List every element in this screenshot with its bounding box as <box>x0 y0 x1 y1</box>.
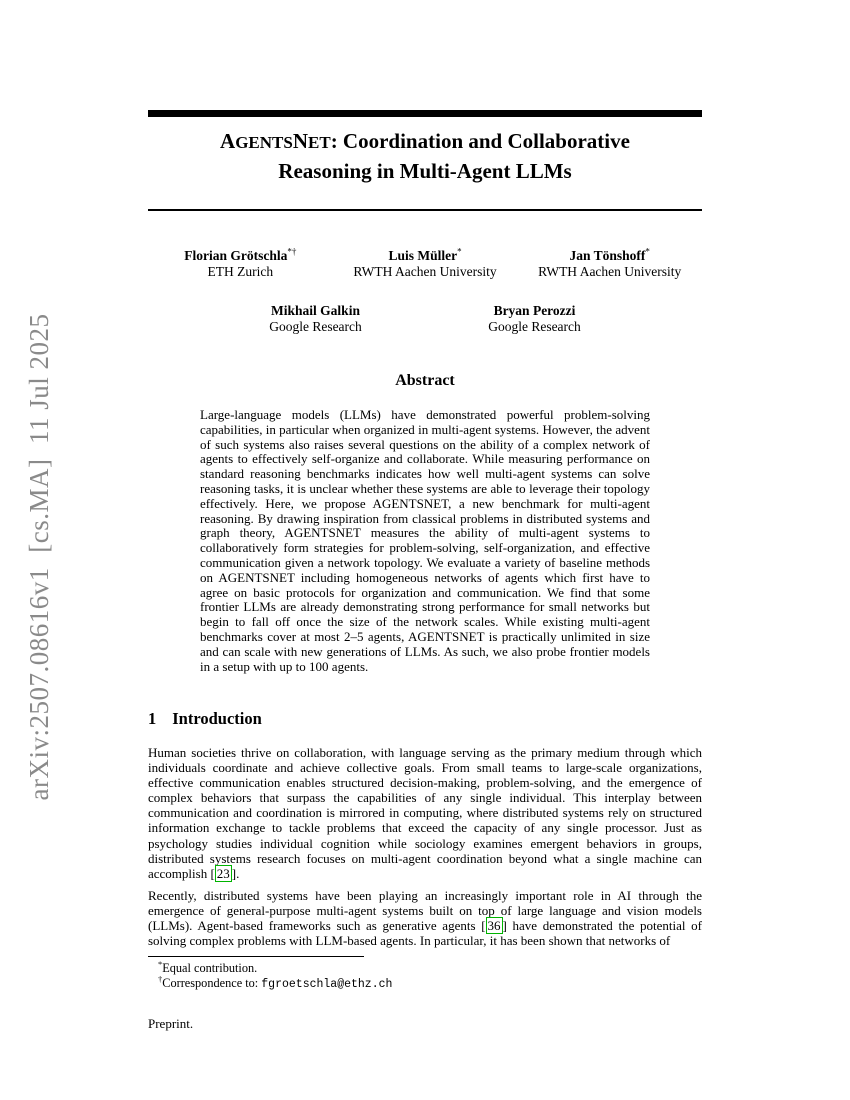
author-affiliation: ETH Zurich <box>207 263 274 279</box>
section-title: Introduction <box>172 709 262 728</box>
author-name: Florian Grötschla*† <box>184 246 297 263</box>
author-name: Mikhail Galkin <box>271 303 360 318</box>
section-heading-introduction <box>148 709 262 729</box>
author-block-row2 <box>148 303 702 334</box>
title-line-2: Reasoning in Multi-Agent LLMs <box>278 159 572 183</box>
title-rest: : Coordination and Collaborative <box>330 129 630 153</box>
citation-23[interactable]: 23 <box>216 865 230 881</box>
intro-paragraph-2: Recently, distributed systems have been playing an increasingly important role in AI through the emergence of general-purpose multi-agent systems built on top of large language and vision models (LLMs). Agent-based frameworks such as generative agents [ 36 ] have demonstrated the potential of solving complex problems with LLM-based agents. In particular, it has been shown that networks of <box>148 888 702 949</box>
abstract-text: Large-language models (LLMs) have demonstrated powerful problem-solving capabilities, in particular when organized in multi-agent systems. However, the advent of such systems also raises several questions on the ability of a complex network of agents to effectively self-organize and collaborate. While measuring performance on standard reasoning benchmarks indicates how well multi-agent systems can solve reasoning tasks, it is unclear whether these systems are able to leverage their topology effectively. Here, we propose AGENTSNET, a new benchmark for multi-agent reasoning. By drawing inspiration from classical problems in distributed systems and graph theory, AGENTSNET measures the ability of multi-agent systems to collaboratively form strategies for problem-solving, self-organization, and effective communication given a network topology. We evaluate a variety of baseline methods on AGENTSNET including homogeneous networks of agents which first have to agree on basic protocols for organization and communication. We find that some frontier LLMs are already demonstrating strong performance for small networks but begin to fall off once the size of the network scales. While existing multi-agent benchmarks cover at most 2–5 agents, AGENTSNET is practically unlimited in size and can scale with new generations of LLMs. As such, we also probe frontier models in a setup with up to 100 agents. <box>200 407 650 674</box>
author-footnote-marks: * <box>457 246 462 257</box>
author-name: Jan Tönshoff* <box>569 246 650 263</box>
author-entry <box>333 248 518 279</box>
author-affiliation: RWTH Aachen University <box>538 263 682 279</box>
footnote-marker: * <box>158 958 163 969</box>
author-entry <box>148 248 333 279</box>
title-rule-bottom <box>148 209 702 211</box>
author-affiliation: Google Research <box>488 318 581 334</box>
footnote-equal-contribution: *Equal contribution. <box>158 958 258 975</box>
correspondence-email[interactable]: fgroetschla@ethz.ch <box>261 978 393 991</box>
paper-title <box>148 127 702 186</box>
footnote-marker: † <box>158 973 163 984</box>
author-entry <box>206 303 425 334</box>
footnote-rule <box>148 956 364 957</box>
citation-36[interactable]: 36 <box>487 918 501 934</box>
abstract-heading: Abstract <box>395 372 455 389</box>
author-affiliation: Google Research <box>269 318 362 334</box>
author-entry <box>425 303 644 334</box>
brand-agentsnet: AGENTSNET <box>220 129 331 153</box>
footnote-correspondence: †Correspondence to: fgroetschla@ethz.ch <box>158 973 393 991</box>
title-rule-top <box>148 110 702 117</box>
author-affiliation: RWTH Aachen University <box>353 263 497 279</box>
author-block-row1 <box>148 248 702 279</box>
arxiv-watermark: arXiv:2507.08616v1 [cs.MA] 11 Jul 2025 <box>24 313 54 801</box>
author-entry <box>517 248 702 279</box>
author-footnote-marks: * <box>645 246 650 257</box>
preprint-label: Preprint. <box>148 1016 194 1031</box>
author-name: Bryan Perozzi <box>493 303 576 318</box>
intro-paragraph-1: Human societies thrive on collaboration, with language serving as the primary medium through which individuals coordinate and achieve collective goals. From small teams to large-scale organizations, effective communication enables structured decision-making, problem-solving, and the emergence of complex behaviors that surpass the capabilities of any single individual. This interplay between communication and coordination is mirrored in computing, where distributed systems rely on structured information exchange to tackle problems that exceed the capacity of any single processor. Just as psychology studies individual cognition while sociology examines emergent behaviors in groups, distributed systems research focuses on multi-agent coordination beyond what a single machine can accomplish [ 23 ]. <box>148 745 702 881</box>
title-line-1 <box>220 129 630 153</box>
author-name: Luis Müller* <box>388 246 462 263</box>
author-footnote-marks: *† <box>287 246 297 257</box>
section-number: 1 <box>148 709 157 728</box>
